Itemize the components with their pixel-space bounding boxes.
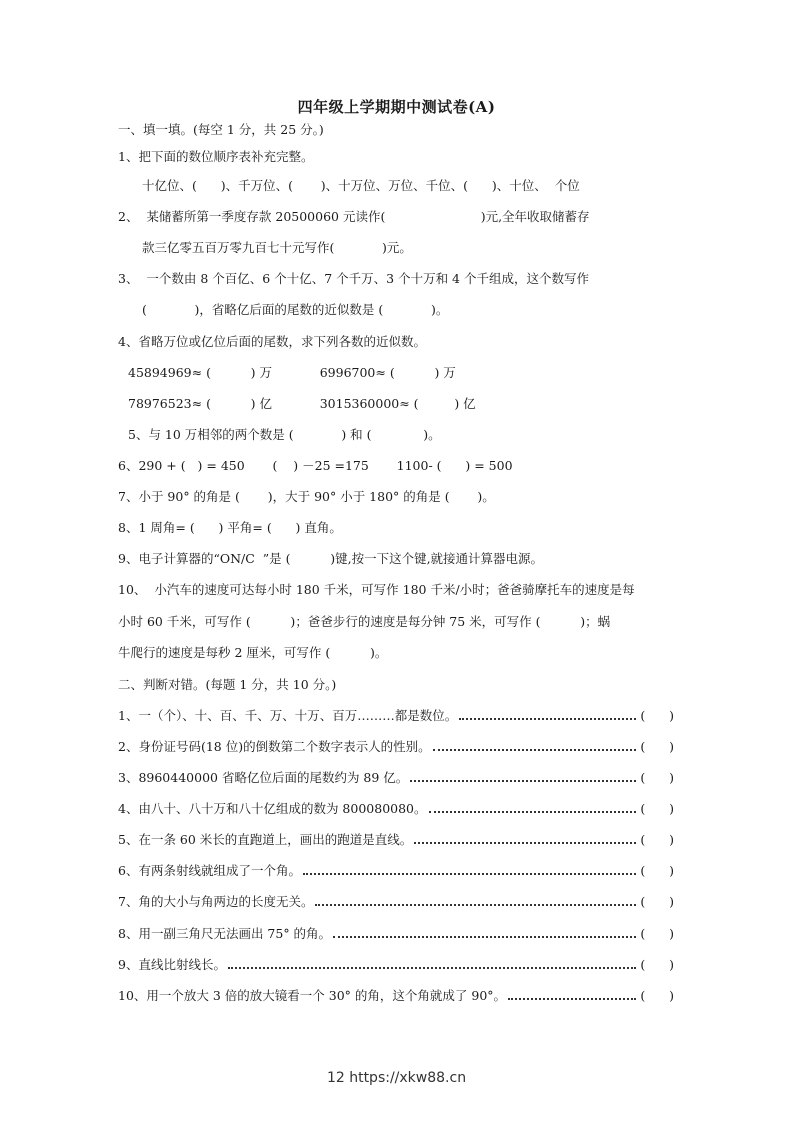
judge-item <box>118 893 674 911</box>
page-footer[interactable]: 12 https://xkw88.cn <box>326 1070 467 1086</box>
judge-item <box>118 956 674 974</box>
question-10-line3: 牛爬行的速度是每秒 2 厘米，可写作 ( )。 <box>118 645 388 660</box>
judge-item-text: 3、8960440000 省略亿位后面的尾数约为 89 亿。 <box>118 770 409 785</box>
judge-item-text: 6、有两条射线就组成了一个角。 <box>118 863 301 878</box>
answer-paren: ( ) <box>640 739 674 754</box>
dot-leader <box>303 873 636 875</box>
dot-leader <box>315 904 636 906</box>
question-4-row2: 78976523≈ ( ) 亿 3015360000≈ ( ) 亿 <box>128 396 476 411</box>
dot-leader <box>333 936 636 938</box>
question-2-line2: 款三亿零五百万零九百七十元写作( )元。 <box>142 240 412 255</box>
dot-leader <box>410 780 636 782</box>
question-8: 8、1 周角= ( ) 平角= ( ) 直角。 <box>118 520 342 535</box>
dot-leader <box>459 718 636 720</box>
dot-leader <box>433 749 637 751</box>
judge-item-text: 9、直线比射线长。 <box>118 957 226 972</box>
question-6: 6、290 + ( ) = 450 ( ) －25 =175 1100- ( ) = 500 <box>118 458 513 473</box>
judge-item <box>118 862 674 880</box>
judge-item <box>118 738 674 756</box>
question-4-row1: 45894969≈ ( ) 万 6996700≈ ( ) 万 <box>128 365 456 380</box>
question-9: 9、电子计算器的“ON/C ”是 ( )键,按一下这个键,就接通计算器电源。 <box>118 551 544 566</box>
question-1-line: 十亿位、( )、千万位、( )、十万位、万位、千位、( )、十位、 个位 <box>142 178 580 193</box>
answer-paren: ( ) <box>640 894 674 909</box>
judge-item-text: 2、身份证号码(18 位)的倒数第二个数字表示人的性别。 <box>118 739 431 754</box>
section1-heading: 一、填一填。(每空 1 分，共 25 分。) <box>118 122 324 137</box>
answer-paren: ( ) <box>640 708 674 723</box>
dot-leader <box>429 811 637 813</box>
judge-item-text: 4、由八十、八十万和八十亿组成的数为 800080080。 <box>118 801 427 816</box>
dot-leader <box>508 998 636 1000</box>
question-2-line1: 2、 某储蓄所第一季度存款 20500060 元读作( )元,全年收取储蓄存 <box>118 209 590 224</box>
judge-item <box>118 831 674 849</box>
section2-heading: 二、判断对错。(每题 1 分，共 10 分。) <box>118 677 337 692</box>
question-7: 7、小于 90° 的角是 ( )，大于 90° 小于 180° 的角是 ( )。 <box>118 489 495 504</box>
question-3-line2: ( )，省略亿后面的尾数的近似数是 ( )。 <box>142 302 449 317</box>
question-10-line2: 小时 60 千米，可写作 ( )；爸爸步行的速度是每分钟 75 米，可写作 ( )；蜗 <box>118 614 611 629</box>
page-title: 四年级上学期期中测试卷(A) <box>297 98 496 116</box>
dot-leader <box>228 967 636 969</box>
question-3-line1: 3、 一个数由 8 个百亿、6 个十亿、7 个千万、3 个十万和 4 个千组成，这个数写作 <box>118 271 589 286</box>
answer-paren: ( ) <box>640 770 674 785</box>
judge-item-text: 10、用一个放大 3 倍的放大镜看一个 30° 的角，这个角就成了 90°。 <box>118 988 507 1003</box>
dot-leader <box>414 842 636 844</box>
judge-item-text: 5、在一条 60 米长的直跑道上，画出的跑道是直线。 <box>118 832 413 847</box>
question-5: 5、与 10 万相邻的两个数是 ( ) 和 ( )。 <box>128 427 441 442</box>
question-1-text: 1、把下面的数位顺序表补充完整。 <box>118 149 314 164</box>
judge-item-text: 7、角的大小与角两边的长度无关。 <box>118 894 314 909</box>
judge-item <box>118 769 674 787</box>
question-4-text: 4、省略万位或亿位后面的尾数，求下列各数的近似数。 <box>118 334 426 349</box>
judge-item <box>118 987 674 1005</box>
judge-item-text: 8、用一副三角尺无法画出 75° 的角。 <box>118 926 332 941</box>
answer-paren: ( ) <box>640 988 674 1003</box>
answer-paren: ( ) <box>640 863 674 878</box>
judge-item <box>118 925 674 943</box>
answer-paren: ( ) <box>640 801 674 816</box>
judge-item <box>118 707 674 725</box>
answer-paren: ( ) <box>640 957 674 972</box>
judge-item <box>118 800 674 818</box>
answer-paren: ( ) <box>640 926 674 941</box>
judge-item-text: 1、一（个）、十、百、千、万、十万、百万………都是数位。 <box>118 708 458 723</box>
answer-paren: ( ) <box>640 832 674 847</box>
question-10-line1: 10、 小汽车的速度可达每小时 180 千米，可写作 180 千米/小时；爸爸骑摩托车的速度是每 <box>118 582 635 597</box>
